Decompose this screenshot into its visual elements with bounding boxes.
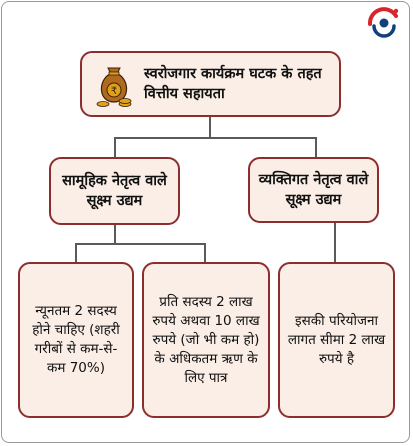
money-bags-icon [94, 60, 134, 108]
leaf-project-cost-limit [278, 262, 395, 418]
leaf-project-cost-limit-text: इसकी परियोजना लागत सीमा 2 लाख रुपये है [287, 312, 386, 367]
branch-individual-led-label: व्यक्तिगत नेतृत्व वाले सूक्ष्म उद्यम [258, 172, 369, 208]
connector-to-leaf-2 [204, 243, 206, 262]
leaf-min-members-text: न्यूनतम 2 सदस्य होने चाहिए (शहरी गरीबों से कम-से-कम 70%) [32, 303, 120, 376]
branch-group-led-label: सामूहिक नेतृत्व वाले सूक्ष्म उद्यम [62, 173, 167, 209]
connector-top-horizontal [114, 137, 317, 139]
connector-branch-left-down [114, 225, 116, 244]
connector-root-down [209, 117, 211, 138]
svg-text:₹: ₹ [110, 86, 118, 97]
root-title: स्वरोजगार कार्यक्रम घटक के तहत वित्तीय सहायता [144, 66, 322, 102]
brand-logo-icon [364, 4, 404, 40]
connector-bottom-horizontal [75, 243, 206, 245]
branch-group-led [49, 157, 180, 225]
leaf-loan-eligibility [142, 262, 270, 418]
connector-to-leaf-1 [75, 243, 77, 262]
leaf-loan-eligibility-text: प्रति सदस्य 2 लाख रुपये अथवा 10 लाख रुपये (जो भी कम हो) के अधिकतम ऋण के लिए पात्र [152, 293, 260, 386]
leaf-min-members [18, 262, 134, 418]
root-node [80, 51, 341, 117]
connector-to-branch-left [114, 137, 116, 157]
branch-individual-led [248, 157, 379, 223]
connector-to-leaf-3 [334, 223, 336, 262]
connector-to-branch-right [315, 137, 317, 157]
